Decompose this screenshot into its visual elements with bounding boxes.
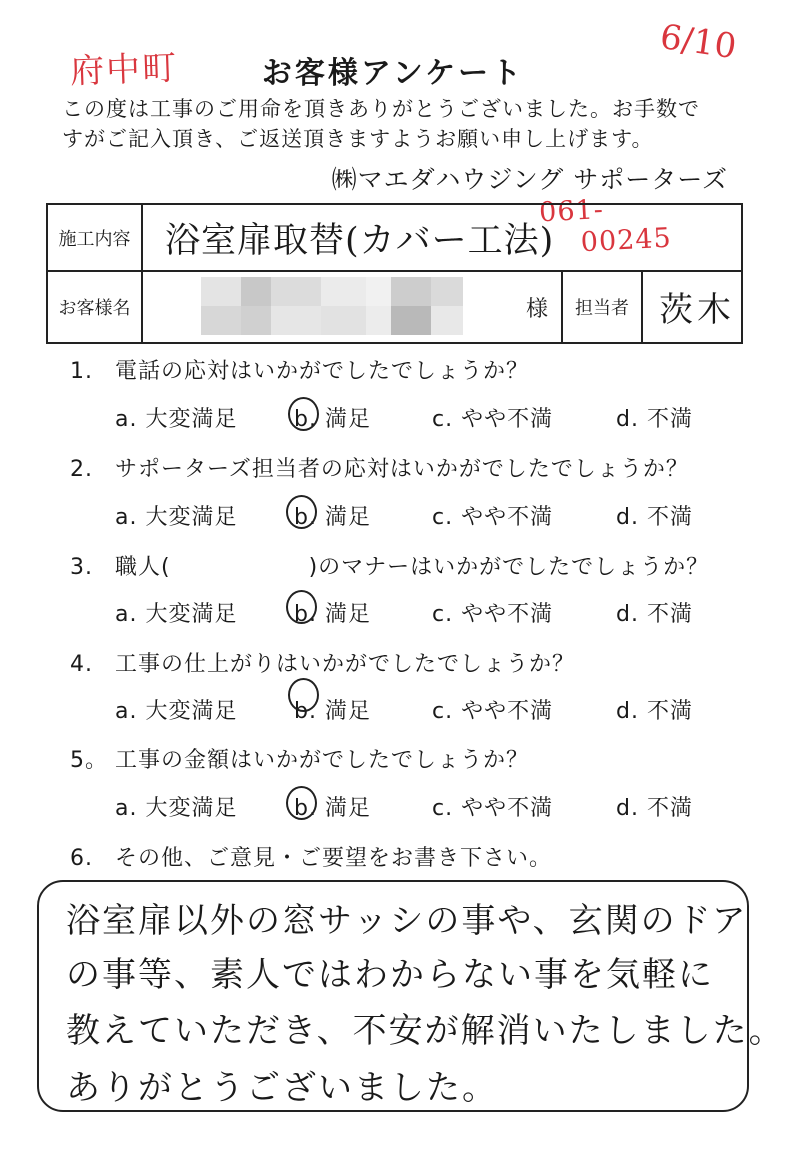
q2-option-d[interactable]: d. 不満 [616,505,693,530]
honorific-sama: 様 [513,272,563,342]
question-6-number: 6. [70,846,93,871]
q4-option-d[interactable]: d. 不満 [616,699,693,724]
staff-label: 担当者 [563,272,643,342]
q3-option-c[interactable]: c. やや不満 [432,602,554,627]
q1-option-c[interactable]: c. やや不満 [432,407,554,432]
question-5 [70,743,529,774]
info-table [46,203,743,344]
q5-selection-circle [286,786,317,820]
question-6-text: その他、ご意見・ご要望をお書き下さい。 [115,846,553,871]
question-5-text: 工事の金額はいかがでしたでしょうか？ [115,748,530,773]
handwritten-area-note: 府中町 [69,48,179,92]
q4-selection-circle [288,678,319,712]
question-2 [70,452,689,483]
intro-line-2: すがご記入頂き、ご返送頂きますようお願い申し上げます。 [62,127,654,151]
customer-name-label: お客様名 [48,272,143,342]
q2-option-a[interactable]: a. 大変満足 [115,505,238,530]
question-6 [70,841,552,872]
q4-option-a[interactable]: a. 大変満足 [115,699,238,724]
question-2-text: サポーターズ担当者の応対はいかがでしたでしょうか？ [115,457,689,482]
question-3-text: 職人( )のマナーはいかがでしたでしょうか？ [115,555,710,580]
redacted-name-mosaic [201,277,463,335]
q5-option-a[interactable]: a. 大変満足 [115,796,238,821]
q4-option-b[interactable]: b. 満足 [294,699,371,724]
work-content-value: 浴室扉取替(カバー工法) [165,221,555,261]
q4-option-c[interactable]: c. やや不満 [432,699,554,724]
intro-line-1: この度は工事のご用命を頂きありがとうございました。お手数で [62,97,700,121]
comment-line-3: 教えていただき、不安が解消いたしました。 [66,1011,785,1051]
question-4 [70,647,575,678]
comment-line-1: 浴室扉以外の窓サッシの事や、玄関のドア [66,901,748,941]
intro-text [62,94,752,154]
q5-option-d[interactable]: d. 不満 [616,796,693,821]
question-1-text: 電話の応対はいかがでしたでしょうか？ [115,359,530,384]
q2-option-b[interactable]: b. 満足 [294,505,371,530]
staff-cell [643,272,741,342]
question-3-number: 3. [70,555,93,580]
question-4-number: 4. [70,652,93,677]
order-number-line-1: 061- [538,194,605,229]
customer-name-cell [143,272,513,342]
q2-selection-circle [286,495,317,529]
q1-option-d[interactable]: d. 不満 [616,407,693,432]
comment-line-2: の事等、素人ではわからない事を気軽に [66,955,714,995]
q2-option-c[interactable]: c. やや不満 [432,505,554,530]
q1-option-b[interactable]: b. 満足 [294,407,371,432]
comment-line-4: ありがとうございました。 [66,1068,498,1108]
order-number-line-2: 00245 [580,222,673,259]
handwritten-date-note: 6/10 [657,16,739,68]
question-3 [70,550,709,581]
q3-option-b[interactable]: b. 満足 [294,602,371,627]
survey-title: お客様アンケート [261,56,525,91]
question-5-number: 5。 [70,748,108,773]
q3-selection-circle [286,590,317,624]
q3-option-d[interactable]: d. 不満 [616,602,693,627]
question-1 [70,354,529,385]
q1-option-a[interactable]: a. 大変満足 [115,407,238,432]
q5-option-c[interactable]: c. やや不満 [432,796,554,821]
work-content-label: 施工内容 [48,205,143,272]
q5-option-b[interactable]: b. 満足 [294,796,371,821]
company-name: ㈱マエダハウジング サポーターズ [331,165,728,194]
staff-name-value: 茨木 [659,290,735,330]
question-1-number: 1. [70,359,93,384]
question-2-number: 2. [70,457,93,482]
question-4-text: 工事の仕上がりはいかがでしたでしょうか？ [115,652,576,677]
work-content-cell [143,205,741,272]
q1-selection-circle [288,397,319,431]
q3-option-a[interactable]: a. 大変満足 [115,602,238,627]
